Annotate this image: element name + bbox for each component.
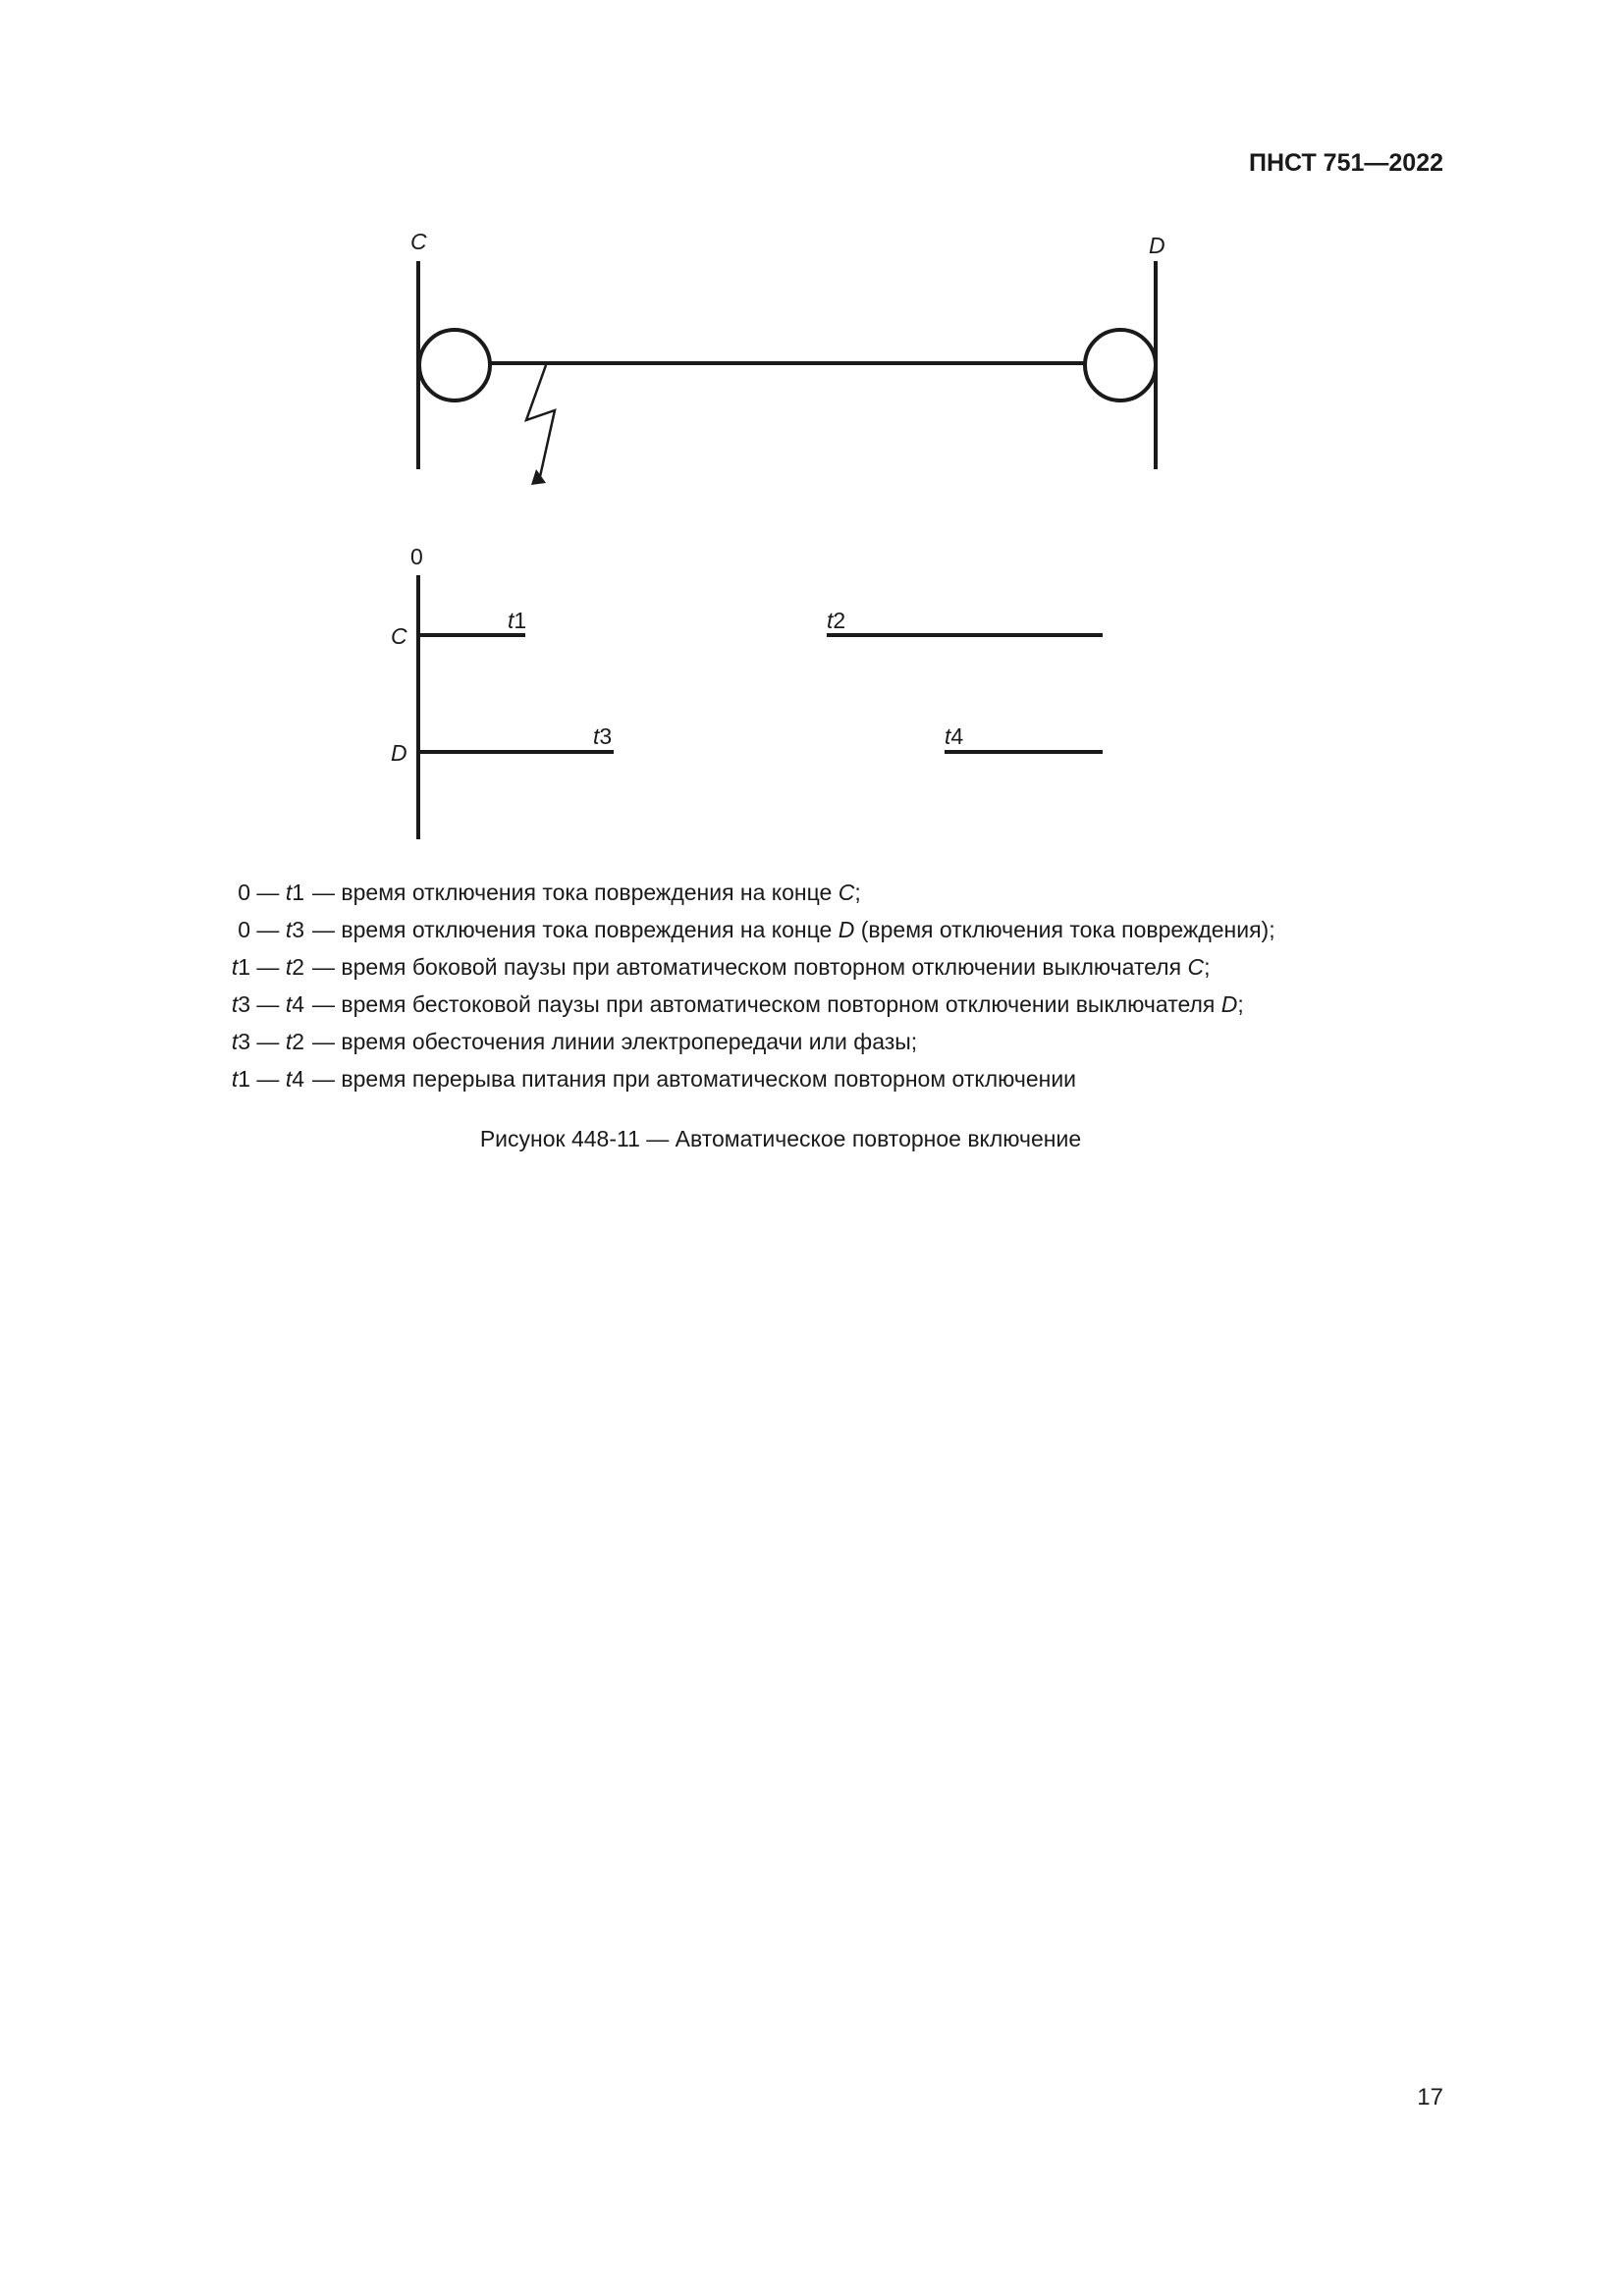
row-d-label: D [391, 740, 407, 766]
legend-range: t1 — t2 [231, 953, 304, 980]
breaker-d [1085, 330, 1156, 400]
end-d-label: D [1149, 233, 1165, 258]
legend-range: 0 — t1 [238, 879, 304, 905]
figure-legend [167, 874, 1275, 1097]
legend-description: — время отключения тока повреждения на конце D (время отключения тока повреждения); [312, 916, 1275, 942]
legend-description: — время обесточения линии электропередачи или фазы; [312, 1028, 918, 1054]
fault-lightning-icon [526, 365, 555, 481]
row-c-label: C [391, 623, 407, 649]
page-number: 17 [1417, 2084, 1443, 2110]
legend-range: t3 — t2 [231, 1028, 304, 1054]
breaker-c [419, 330, 490, 400]
legend-item [167, 986, 1275, 1023]
t1-label: t1 [508, 608, 527, 633]
figure-caption: Рисунок 448-11 — Автоматическое повторное включение [479, 1126, 1082, 1151]
legend-item [167, 948, 1275, 986]
t3-label: t3 [593, 723, 613, 749]
legend-item [167, 911, 1275, 948]
legend-item [167, 1023, 1275, 1060]
origin-label: 0 [410, 544, 423, 569]
figure [0, 0, 1624, 982]
legend-range: t1 — t4 [231, 1065, 304, 1092]
legend-range: t3 — t4 [231, 990, 304, 1017]
document-id: ПНСТ 751—2022 [1249, 149, 1443, 177]
legend-item [167, 1060, 1275, 1097]
line-diagram [410, 229, 1165, 485]
legend-description: — время боковой паузы при автоматическом повторном отключении выключателя C; [312, 953, 1211, 980]
legend-description: — время перерыва питания при автоматическом повторном отключении [312, 1065, 1077, 1092]
legend-range: 0 — t3 [238, 916, 304, 942]
t2-label: t2 [827, 608, 846, 633]
legend-item [167, 874, 1275, 911]
t4-label: t4 [945, 723, 964, 749]
fault-arrowhead-icon [531, 469, 546, 485]
legend-description: — время бестоковой паузы при автоматическом повторном отключении выключателя D; [312, 990, 1244, 1017]
timing-diagram [391, 544, 1103, 839]
end-c-label: C [410, 229, 427, 254]
legend-description: — время отключения тока повреждения на конце C; [312, 879, 861, 905]
